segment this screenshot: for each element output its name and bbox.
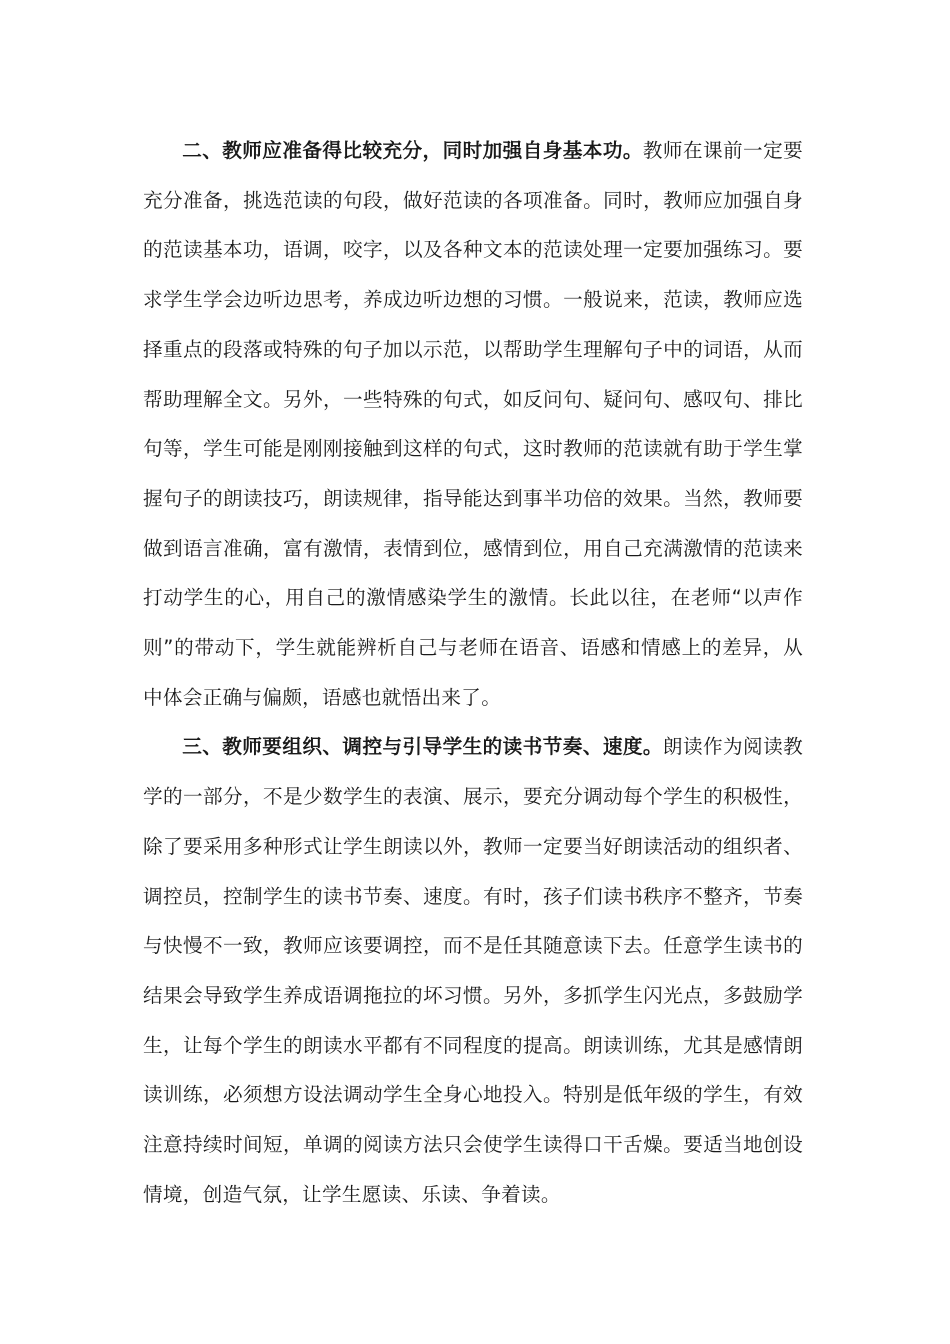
- paragraph-text: 教师在课前一定要充分准备，挑选范读的句段，做好范读的各项准备。同时，教师应加强自身的范读基本功，语调，咬字，以及各种文本的范读处理一定要加强练习。要求学生学会边听边思考，养成边听边想的习惯。一般说来，范读，教师应选择重点的段落或特殊的句子加以示范，以帮助学生理解句子中的词语，从而帮助理解全文。另外，一些特殊的句式，如反问句、疑问句、感叹句、排比句等，学生可能是刚刚接触到这样的句式，这时教师的范读就有助于学生掌握句子的朗读技巧，朗读规律，指导能达到事半功倍的效果。当然，教师要做到语言准确，富有激情，表情到位，感情到位，用自己充满激情的范读来打动学生的心，用自己的激情感染学生的激情。长此以往，在老师“以声作则”的带动下，学生就能辨析自己与老师在语音、语感和情感上的差异，从中体会正确与偏颇，语感也就悟出来了。: [143, 139, 803, 709]
- document-body: [143, 126, 803, 1219]
- paragraph-text: 朗读作为阅读教学的一部分，不是少数学生的表演、展示，要充分调动每个学生的积极性，除了要采用多种形式让学生朗读以外，教师一定要当好朗读活动的组织者、调控员，控制学生的读书节奏、速度。有时，孩子们读书秩序不整齐，节奏与快慢不一致，教师应该要调控，而不是任其随意读下去。任意学生读书的结果会导致学生养成语调拖拉的坏习惯。另外，多抓学生闪光点，多鼓励学生，让每个学生的朗读水平都有不同程度的提高。朗读训练，尤其是感情朗读训练，必须想方设法调动学生全身心地投入。特别是低年级的学生，有效注意持续时间短，单调的阅读方法只会使学生读得口干舌燥。要适当地创设情境，创造气氛，让学生愿读、乐读、争着读。: [143, 735, 803, 1206]
- paragraph-section-2: [143, 126, 803, 722]
- paragraph-heading: 三、教师要组织、调控与引导学生的读书节奏、速度。: [182, 735, 663, 759]
- paragraph-heading: 二、教师应准备得比较充分，同时加强自身基本功。: [182, 139, 643, 162]
- paragraph-section-3: [143, 722, 803, 1219]
